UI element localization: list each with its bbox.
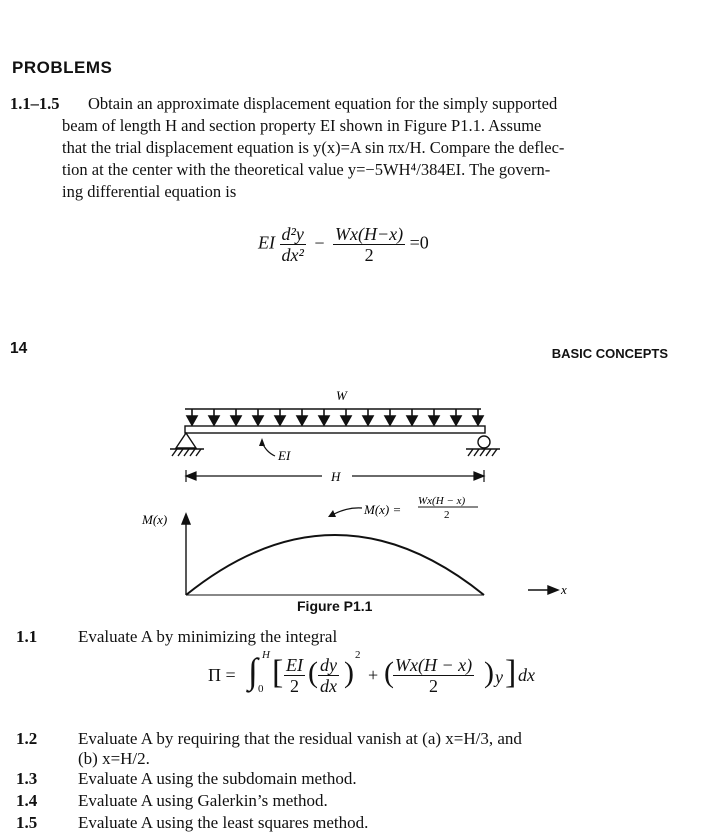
problem-line-5: ing differential equation is [62,182,237,201]
load-arrow [473,409,483,425]
x-axis-arrow [528,586,558,594]
load-arrow [385,409,395,425]
section-heading: PROBLEMS [12,58,113,77]
moment-eq-den: 2 [444,509,450,521]
moment-eq-num: Wx(H − x) [418,495,466,507]
plus-sign: + [368,665,379,685]
distributed-load-arrows [185,409,483,425]
problem-1-4 [16,791,706,815]
close-paren: ) [344,656,354,689]
running-head: BASIC CONCEPTS [551,346,668,361]
problem-1-5 [16,813,706,835]
open-paren-2: ( [384,656,394,689]
problem-number: 1.5 [16,813,38,832]
problem-text: Evaluate A using the subdomain method. [78,769,357,788]
problem-1-3 [16,769,706,793]
section-label: EI [278,448,291,463]
figure-p1-1 [0,380,720,600]
load-arrow [451,409,461,425]
close-bracket: ] [505,654,517,691]
load-arrow [297,409,307,425]
load-arrow [231,409,241,425]
load-arrow [187,409,197,425]
moment-eq-lhs: M(x) = [364,502,402,517]
open-bracket: [ [272,654,284,691]
page-number: 14 [10,340,28,357]
problem-text: Evaluate A using Galerkin’s method. [78,791,328,810]
load-fraction: $\frac{Wx(H - x)}{2}$ [395,655,473,696]
pin-support-left [170,433,204,456]
problem-number: 1.3 [16,769,38,788]
load-arrow [209,409,219,425]
problem-number: 1.2 [16,729,38,748]
problem-line-2: beam of length H and section property EI shown in Figure P1.1. Assume [62,116,542,135]
load-arrow [275,409,285,425]
moment-axis-label: M(x) [142,512,168,527]
x-axis-label: x [561,582,567,597]
eq-load-term: $\frac{Wx(H-x)}{2}$ [335,224,404,265]
upper-limit: H [262,649,270,661]
problem-text: (b) x=H/2. [78,749,150,768]
load-arrow [363,409,373,425]
ei-half: $\frac{EI}{2}$ [286,655,303,696]
figure-caption: Figure P1.1 [297,598,373,614]
problem-text: Evaluate A by requiring that the residual vanish at (a) x=H/3, and [78,729,522,748]
load-arrow [319,409,329,425]
length-label: H [331,469,341,484]
load-label: W [336,388,347,403]
moment-diagram-curve [186,535,484,595]
moment-axis [182,514,190,595]
close-paren-2: ) [484,656,494,689]
moment-pointer [334,508,362,514]
lower-limit: 0 [258,683,264,695]
governing-equation [258,224,429,265]
dx: dx [518,665,535,685]
load-arrow [341,409,351,425]
square-exponent: 2 [355,649,361,661]
load-arrow [253,409,263,425]
load-arrow [407,409,417,425]
roller-support-right [466,436,500,456]
page-top-edge [0,0,720,6]
functional-equation [208,649,568,696]
problem-line-3: that the trial displacement equation is y(x)=A sin πx/H. Compare the deflec- [62,138,565,157]
problem-1-1 [16,627,706,651]
problem-line-1: Obtain an approximate displacement equation for the simply supported [88,94,558,113]
ei-pointer-head [259,438,265,446]
eq-rhs: =0 [409,232,429,253]
functional-lhs: Π = [208,665,236,685]
eq-minus: − [314,232,325,253]
problem-line-4: tion at the center with the theoretical value y=−5WH⁴/384EI. The govern- [62,160,551,179]
dy-dx: $\frac{dy}{dx}$ [320,655,337,696]
y-factor: y [495,667,503,687]
open-paren: ( [308,656,318,689]
beam [185,426,485,433]
load-arrow [429,409,439,425]
problem-number: 1.1 [16,627,38,646]
problem-number: 1.4 [16,791,38,810]
problem-text: Evaluate A by minimizing the integral [78,627,338,646]
eq-coef: EI [258,232,275,253]
problem-text: Evaluate A using the least squares method. [78,813,369,832]
eq-second-derivative: $\frac{\text{d²y}}{\text{dx²}}$ [281,224,304,265]
problem-number: 1.1–1.5 [10,94,60,113]
integral-sign: ∫ [248,651,258,691]
